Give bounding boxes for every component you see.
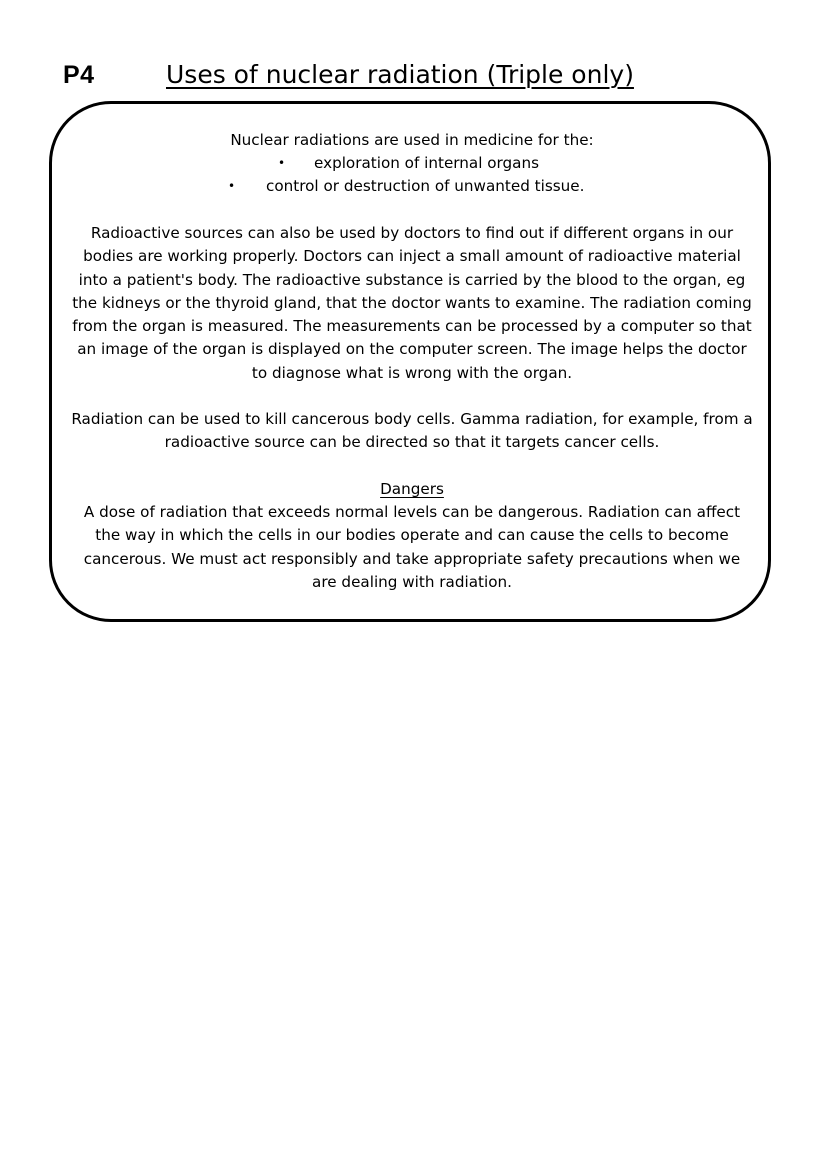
page-code: P4	[63, 61, 95, 89]
paragraph-organ-scanning: Radioactive sources can also be used by doctors to find out if different organs in our bodies are working properly. Doctors can inject a small amount of radioactive material into a patient's body. The radioactive substance is carried by the blood to the organ, eg the kidneys or the thyroid gland, that the doctor wants to examine. The radiation coming from the organ is measured. The measurements can be processed by a computer so that an image of the organ is displayed on the computer screen. The image helps the doctor to diagnose what is wrong with the organ.	[72, 224, 752, 382]
list-item	[0, 152, 828, 175]
paragraph-cancer-treatment: Radiation can be used to kill cancerous body cells. Gamma radiation, for example, from a radioactive source can be directed so that it targets cancer cells.	[71, 410, 753, 452]
dangers-heading: Dangers	[380, 480, 444, 498]
bullet-icon: •	[228, 179, 236, 194]
uses-bullet-list	[0, 152, 828, 199]
intro-line: Nuclear radiations are used in medicine for the:	[230, 131, 594, 149]
paragraph-dangers: A dose of radiation that exceeds normal levels can be dangerous. Radiation can affect the way in which the cells in our bodies operate and can cause the cells to become cancerous. We must act responsibly and take appropriate safety precautions when we are dealing with radiation.	[83, 503, 741, 591]
bullet-text: exploration of internal organs	[314, 154, 540, 172]
bullet-icon: •	[278, 156, 286, 170]
list-item	[0, 175, 828, 198]
page-title: Uses of nuclear radiation (Triple only)	[166, 60, 634, 89]
bullet-text: control or destruction of unwanted tissue.	[266, 177, 585, 196]
